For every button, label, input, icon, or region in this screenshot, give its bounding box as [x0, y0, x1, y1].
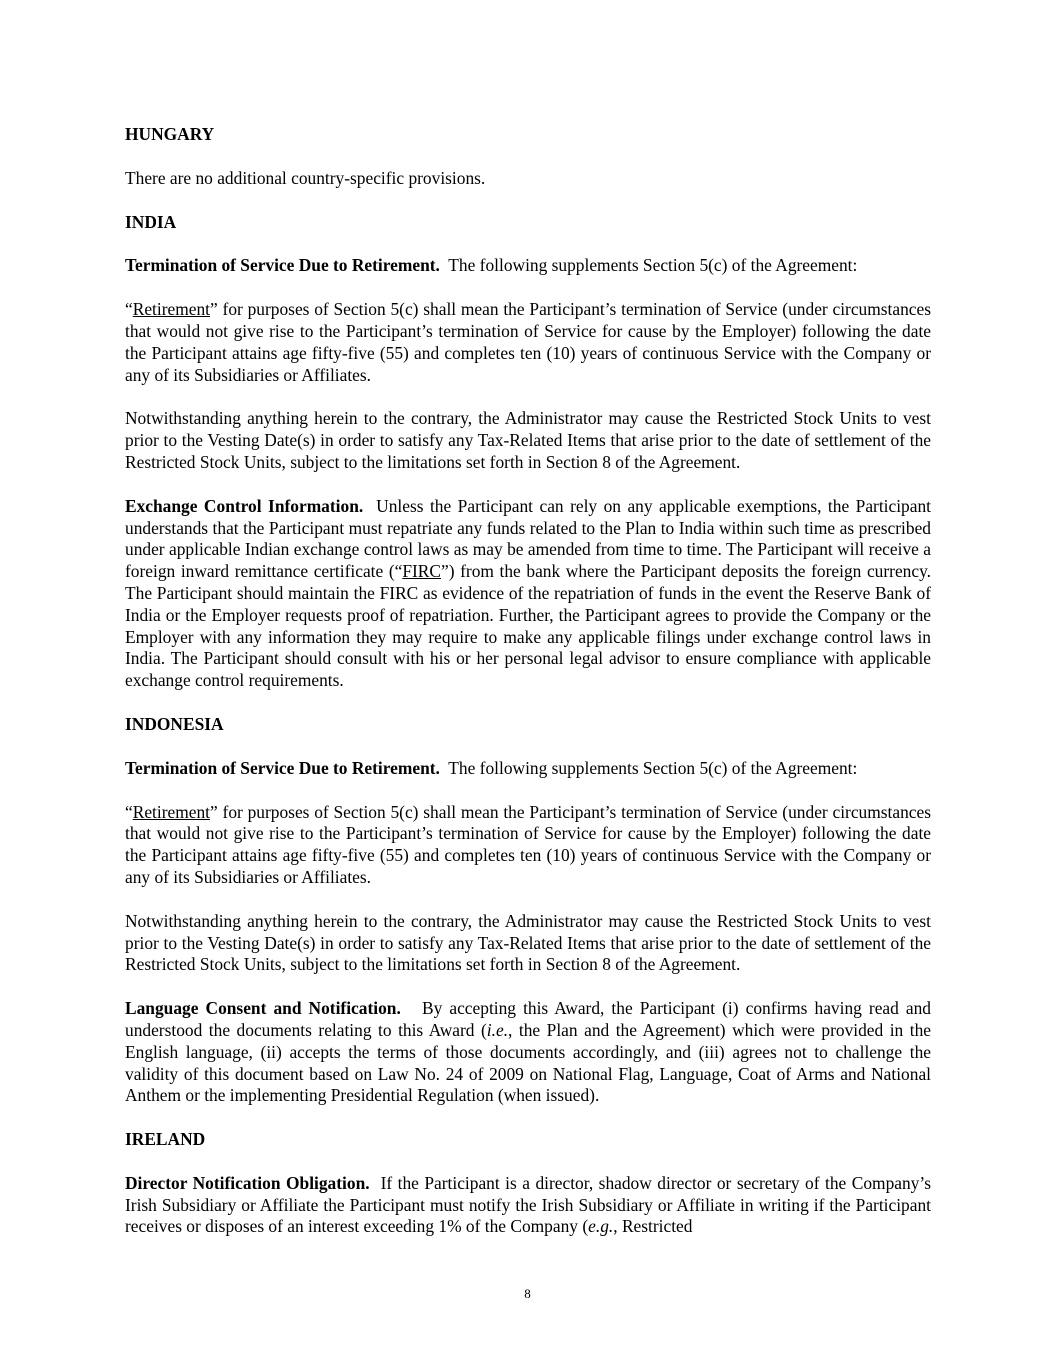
defined-term-firc: FIRC	[402, 561, 441, 582]
ie-abbreviation: i.e.	[486, 1019, 509, 1040]
indonesia-retirement-text: The following supplements Section 5(c) of the Agreement:	[448, 757, 858, 778]
ireland-director-lead: Director Notification Obligation.	[125, 1172, 370, 1193]
indonesia-retirement-paragraph	[125, 758, 931, 780]
defined-term-retirement: Retirement	[132, 299, 210, 320]
hungary-no-provisions-text: There are no additional country-specific provisions.	[125, 167, 486, 188]
eg-abbreviation: e.g.	[588, 1216, 614, 1237]
close-quote: ”	[210, 299, 218, 320]
section-hungary	[125, 124, 931, 190]
document-body	[125, 124, 931, 1238]
indonesia-language-text-1: By accepting this Award, the Participant (i) confirms having read and understood the documents relating to this Award (	[125, 998, 931, 1040]
defined-term-retirement: Retirement	[132, 801, 210, 822]
india-retirement-lead: Termination of Service Due to Retirement.	[125, 255, 440, 276]
open-quote: “	[125, 299, 133, 320]
india-exchange-control-lead: Exchange Control Information.	[125, 495, 364, 516]
ireland-director-paragraph	[125, 1173, 931, 1238]
country-heading-ireland: IRELAND	[125, 1129, 206, 1150]
open-quote: “	[125, 801, 133, 822]
page-number: 8	[524, 1286, 531, 1301]
indonesia-language-lead: Language Consent and Notification.	[125, 998, 401, 1019]
ireland-director-text-1: If the Participant is a director, shadow director or secretary of the Company’s Irish Subsidiary or Affiliate the Participant must notify the Irish Subsidiary or Affiliate in writing if the Participant receives or disposes of an interest exceeding 1% of the Company (	[125, 1172, 931, 1237]
ireland-director-text-2: , Restricted	[613, 1216, 693, 1237]
india-exchange-text-1: Unless the Participant can rely on any applicable exemptions, the Participant understands that the Participant must repatriate any funds related to the Plan to India within such time as prescribed under applicable Indian exchange control laws as may be amended from time to time. The Participant will receive a foreign inward remittance certificate (“	[125, 495, 931, 582]
india-retirement-paragraph	[125, 255, 931, 277]
country-heading-india: INDIA	[125, 211, 177, 232]
indonesia-language-text-2: , the Plan and the Agreement) which were provided in the English language, (ii) accepts the terms of those documents accordingly, and (iii) agrees not to challenge the validity of this document based on Law No. 24 of 2009 on National Flag, Language, Coat of Arms and National Anthem or the implementing Presidential Regulation (when issued).	[125, 1019, 932, 1106]
close-quote: ”	[210, 801, 218, 822]
indonesia-notwithstanding-paragraph: Notwithstanding anything herein to the contrary, the Administrator may cause the Restricted Stock Units to vest prior to the Vesting Date(s) in order to satisfy any Tax-Related Items that arise prior to the date of settlement of the Restricted Stock Units, subject to the limitations set forth in Section 8 of the Agreement.	[125, 910, 931, 975]
indonesia-retirement-definition	[125, 802, 931, 889]
india-definition-text: for purposes of Section 5(c) shall mean the Participant’s termination of Service (under circumstances that would not give rise to the Participant’s termination of Service for cause by the Employer) following the date the Participant attains age fifty-five (55) and completes ten (10) years of continuous Service with the Company or any of its Subsidiaries or Affiliates.	[125, 299, 931, 385]
indonesia-language-paragraph	[125, 998, 931, 1107]
india-exchange-text-2: ”) from the bank where the Participant deposits the foreign currency. The Participant should maintain the FIRC as evidence of the repatriation of funds in the event the Reserve Bank of India or the Employer requests proof of repatriation. Further, the Participant agrees to provide the Company or the Employer with any information they may require to make any applicable filings under exchange control laws in India. The Participant should consult with his or her personal legal advisor to ensure compliance with applicable exchange control requirements.	[125, 561, 931, 691]
section-india	[125, 212, 931, 692]
india-notwithstanding-paragraph: Notwithstanding anything herein to the contrary, the Administrator may cause the Restricted Stock Units to vest prior to the Vesting Date(s) in order to satisfy any Tax-Related Items that arise prior to the date of settlement of the Restricted Stock Units, subject to the limitations set forth in Section 8 of the Agreement.	[125, 408, 931, 472]
section-indonesia	[125, 714, 931, 1107]
india-retirement-text: The following supplements Section 5(c) of the Agreement:	[448, 255, 858, 276]
section-ireland	[125, 1129, 931, 1238]
indonesia-retirement-lead: Termination of Service Due to Retirement.	[125, 757, 440, 778]
india-exchange-control-paragraph	[125, 496, 931, 692]
country-heading-hungary: HUNGARY	[125, 124, 215, 144]
india-retirement-definition	[125, 299, 931, 386]
indonesia-definition-text: for purposes of Section 5(c) shall mean the Participant’s termination of Service (under circumstances that would not give rise to the Participant’s termination of Service for cause by the Employer) following the date the Participant attains age fifty-five (55) and completes ten (10) years of continuous Service with the Company or any of its Subsidiaries or Affiliates.	[125, 801, 931, 887]
country-heading-indonesia: INDONESIA	[125, 713, 224, 734]
